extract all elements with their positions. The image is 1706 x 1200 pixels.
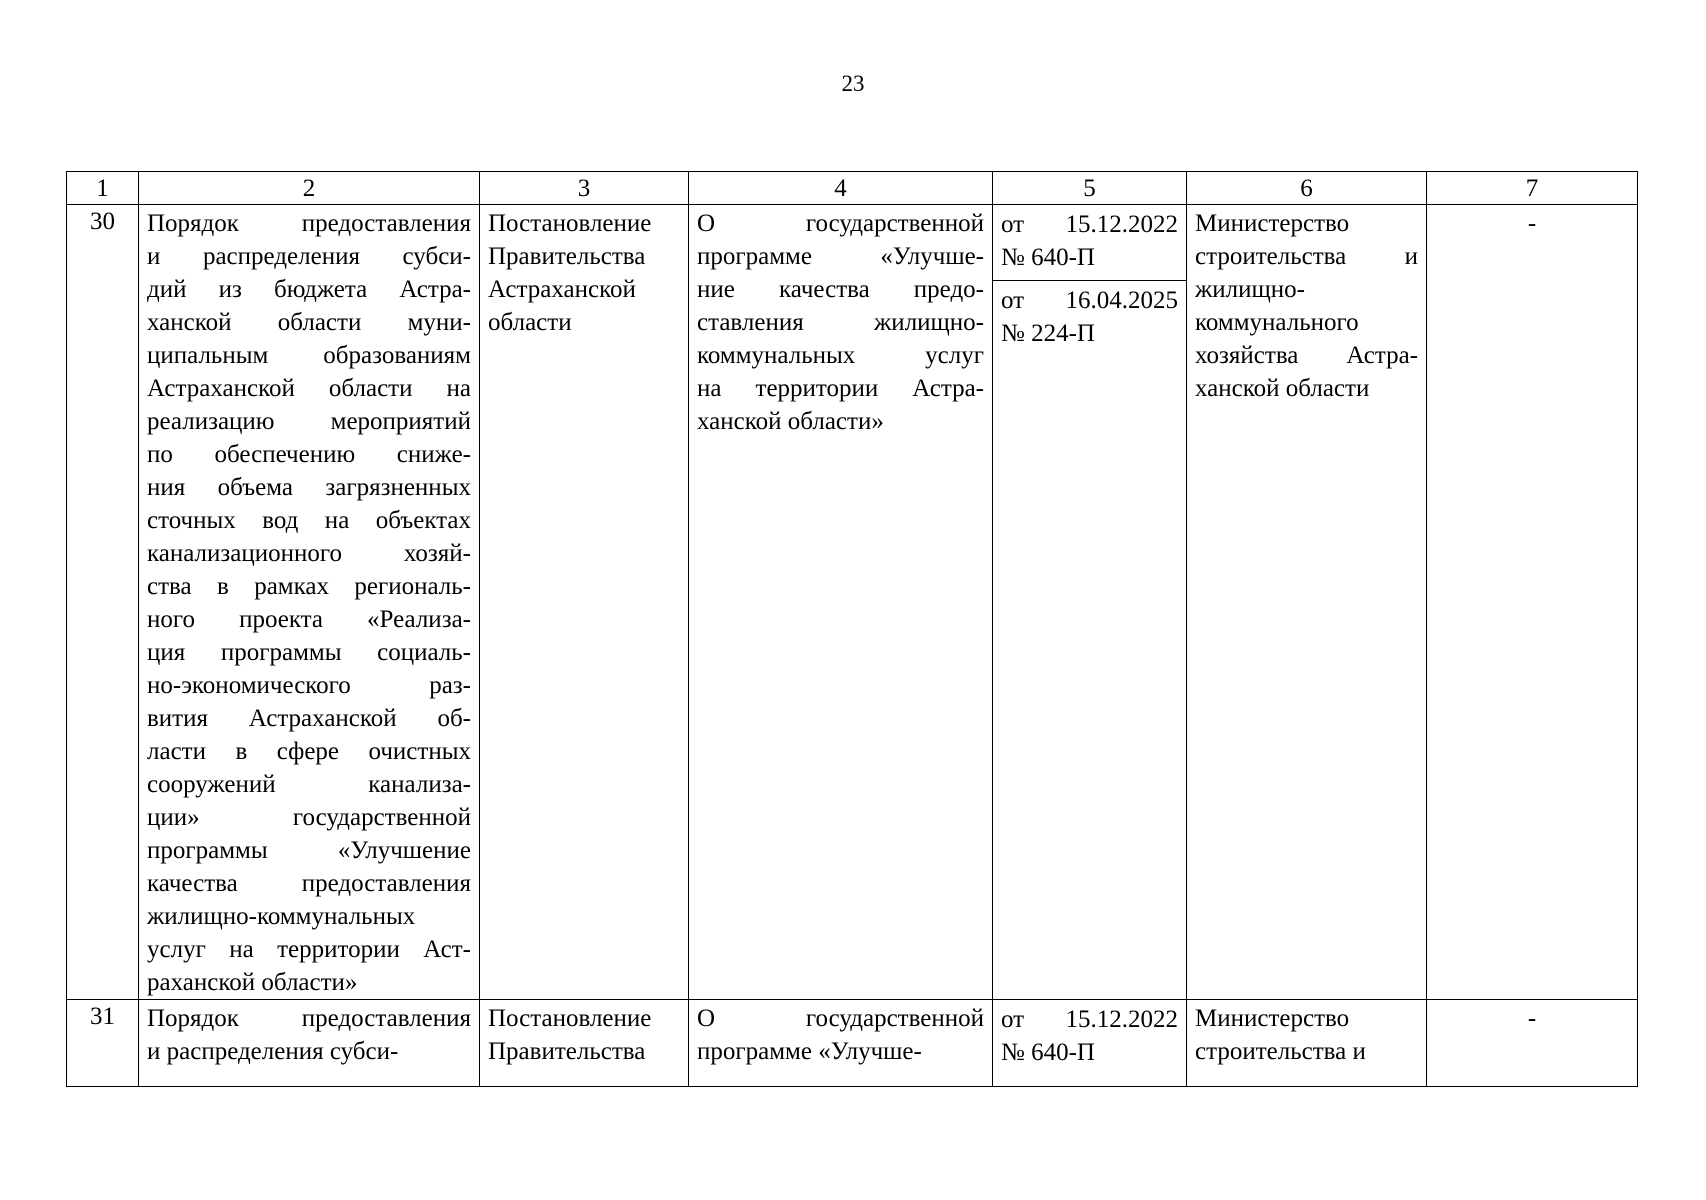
note-value: - (1527, 1005, 1537, 1032)
date-entry (993, 280, 1186, 356)
text-line: ципальным образованиям (147, 342, 471, 369)
text-line: ние качества предо- (697, 276, 984, 303)
document-type-cell (480, 205, 689, 1000)
header-row (67, 172, 1638, 205)
text-line: программе «Улучше- (697, 1038, 922, 1065)
column-header: 3 (480, 172, 689, 205)
text-line: О государственной (697, 1005, 984, 1032)
document-type-cell (480, 1000, 689, 1087)
text-line: Министерство (1195, 1005, 1350, 1032)
text-line: на территории Астра- (697, 375, 984, 402)
text-line: Министерство (1195, 210, 1350, 237)
document-number: № 224-П (1001, 320, 1095, 347)
document-date-cell (993, 1000, 1187, 1087)
text-line: коммунальных услуг (697, 342, 984, 369)
document-date: от 15.12.2022 (1001, 1006, 1178, 1033)
page-number: 23 (841, 71, 865, 96)
text-line: Правительства (488, 243, 646, 270)
text-line: Порядок предоставления (147, 1005, 471, 1032)
column-header: 6 (1187, 172, 1427, 205)
text-line: программы «Улучшение (147, 837, 471, 864)
column-header: 5 (993, 172, 1187, 205)
text-line: по обеспечению сниже- (147, 441, 471, 468)
executor-cell (1187, 1000, 1427, 1087)
table-row (67, 1000, 1638, 1087)
document-name-cell (689, 1000, 993, 1087)
document-number: № 640-П (1001, 1039, 1095, 1066)
text-line: ного проекта «Реализа- (147, 606, 471, 633)
column-header: 7 (1427, 172, 1638, 205)
text-line: строительства и (1195, 1038, 1366, 1065)
text-line: Астраханской области на (147, 375, 471, 402)
text-line: ханской области муни- (147, 309, 471, 336)
table-row (67, 205, 1638, 1000)
text-line: дий из бюджета Астра- (147, 276, 471, 303)
document-date-cell (993, 205, 1187, 1000)
text-line: О государственной (697, 210, 984, 237)
text-line: сооружений канализа- (147, 771, 471, 798)
column-header: 4 (689, 172, 993, 205)
text-line: жилищно- (1195, 276, 1305, 303)
text-line: качества предоставления (147, 870, 471, 897)
note-cell (1427, 1000, 1638, 1087)
text-line: жилищно-коммунальных (147, 903, 416, 930)
text-line: хозяйства Астра- (1195, 342, 1418, 369)
document-name-cell (689, 205, 993, 1000)
executor-cell (1187, 205, 1427, 1000)
note-cell (1427, 205, 1638, 1000)
text-line: услуг на территории Аст- (147, 936, 471, 963)
text-line: и распределения субси- (147, 1038, 399, 1065)
text-line: ция программы социаль- (147, 639, 471, 666)
document-date: от 16.04.2025 (1001, 287, 1178, 314)
row-number: 31 (67, 1000, 139, 1087)
text-line: но-экономического раз- (147, 672, 471, 699)
text-line: области (488, 309, 572, 336)
date-entry (993, 205, 1186, 280)
note-value: - (1527, 210, 1537, 237)
text-line: раханской области» (147, 969, 358, 996)
text-line: сточных вод на объектах (147, 507, 471, 534)
text-line: ции» государственной (147, 804, 471, 831)
text-line: ставления жилищно- (697, 309, 984, 336)
text-line: коммунального (1195, 309, 1359, 336)
text-line: ханской области (1195, 375, 1370, 402)
text-line: строительства и (1195, 243, 1418, 270)
row-number: 30 (67, 205, 139, 1000)
text-line: канализационного хозяй- (147, 540, 471, 567)
document-title-cell (139, 205, 480, 1000)
text-line: ханской области» (697, 408, 884, 435)
text-line: Постановление (488, 1005, 652, 1032)
document-title-cell (139, 1000, 480, 1087)
text-line: Правительства (488, 1038, 646, 1065)
document-number: № 640-П (1001, 244, 1095, 271)
text-line: реализацию мероприятий (147, 408, 471, 435)
document-table (66, 171, 1638, 1087)
text-line: ства в рамках региональ- (147, 573, 471, 600)
text-line: и распределения субси- (147, 243, 471, 270)
date-entry (993, 1000, 1186, 1075)
column-header: 1 (67, 172, 139, 205)
text-line: Порядок предоставления (147, 210, 471, 237)
document-date: от 15.12.2022 (1001, 211, 1178, 238)
text-line: программе «Улучше- (697, 243, 984, 270)
text-line: ния объема загрязненных (147, 474, 471, 501)
text-line: вития Астраханской об- (147, 705, 471, 732)
text-line: Астраханской (488, 276, 636, 303)
text-line: ласти в сфере очистных (147, 738, 471, 765)
column-header: 2 (139, 172, 480, 205)
text-line: Постановление (488, 210, 652, 237)
